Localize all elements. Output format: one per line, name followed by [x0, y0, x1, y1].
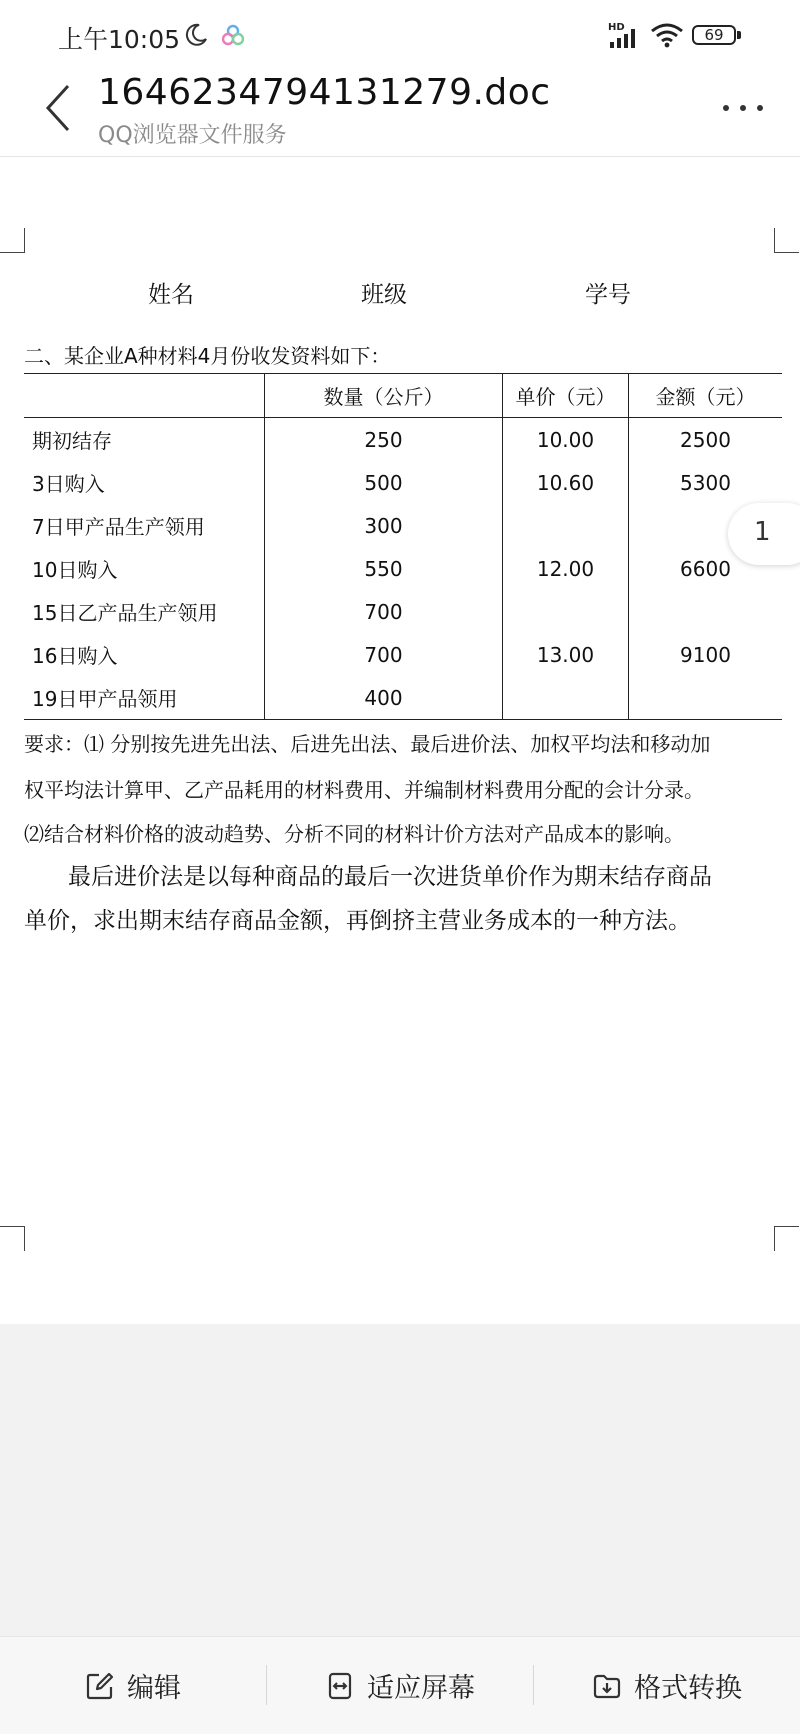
page-number: 1 [754, 517, 771, 547]
back-arrow-icon[interactable] [40, 80, 80, 136]
moon-icon [183, 22, 209, 48]
page-corner-mark [0, 1226, 25, 1251]
table-cell: 400 [265, 676, 503, 720]
status-time: 上午10:05 [58, 25, 181, 54]
student-id-label: 学号 [585, 282, 631, 308]
table-cell: 250 [265, 418, 503, 462]
edit-label: 编辑 [127, 1673, 181, 1704]
battery-icon [692, 25, 742, 47]
table-header-cell [24, 374, 265, 418]
table-header-row [24, 374, 782, 418]
document-subtitle: QQ浏览器文件服务 [98, 123, 287, 148]
network-type-label: HD [608, 22, 625, 33]
fit-screen-label: 适应屏幕 [367, 1673, 475, 1704]
note-text: 最后进价法是以每种商品的最后一次进货单价作为期末结存商品 [68, 864, 712, 890]
table-cell: 19日甲产品领用 [24, 676, 265, 720]
signal-icon [610, 26, 640, 48]
page-corner-mark [774, 1226, 799, 1251]
table-cell: 6600 [629, 547, 783, 590]
requirement-text: 权平均法计算甲、乙产品耗用的材料费用、并编制材料费用分配的会计分录。 [24, 778, 704, 802]
table-row [24, 418, 782, 462]
document-title: 1646234794131279.doc [98, 72, 551, 113]
table-cell [503, 504, 629, 547]
table-cell: 550 [265, 547, 503, 590]
title-bar [0, 70, 800, 157]
fit-screen-icon [325, 1671, 355, 1701]
requirement-text: 要求：⑴ 分别按先进先出法、后进先出法、最后进价法、加权平均法和移动加 [24, 732, 711, 756]
materials-table [24, 373, 782, 720]
table-cell: 12.00 [503, 547, 629, 590]
page-corner-mark [774, 228, 799, 253]
table-cell [503, 590, 629, 633]
table-cell: 15日乙产品生产领用 [32, 601, 218, 625]
page-indicator[interactable] [728, 503, 800, 565]
table-row [24, 590, 782, 633]
table-row [24, 676, 782, 720]
table-cell: 10.60 [503, 461, 629, 504]
requirement-text: ⑵结合材料价格的波动趋势、分析不同的材料计价方法对产品成本的影响。 [24, 822, 684, 846]
note-text: 单价，求出期末结存商品金额，再倒挤主营业务成本的一种方法。 [24, 908, 691, 934]
edit-button[interactable] [0, 1637, 266, 1734]
battery-level: 69 [692, 25, 736, 45]
table-row [24, 633, 782, 676]
edit-icon [85, 1671, 115, 1701]
table-cell [629, 590, 783, 633]
section-heading: 二、某企业A种材料4月份收发资料如下： [24, 344, 391, 368]
table-cell: 5300 [629, 461, 783, 504]
page-corner-mark [0, 228, 25, 253]
table-cell: 500 [265, 461, 503, 504]
name-label: 姓名 [148, 282, 194, 308]
table-row [24, 547, 782, 590]
status-bar [0, 0, 800, 70]
table-cell: 16日购入 [32, 644, 118, 668]
table-cell: 13.00 [503, 633, 629, 676]
fit-screen-button[interactable] [267, 1637, 533, 1734]
document-background [0, 1324, 800, 1636]
table-cell: 300 [265, 504, 503, 547]
table-cell: 10日购入 [32, 558, 118, 582]
table-row [24, 504, 782, 547]
table-cell: 9100 [629, 633, 783, 676]
table-cell: 2500 [629, 418, 783, 462]
table-header-cell: 金额（元） [629, 374, 783, 418]
table-row [24, 461, 782, 504]
more-options-icon[interactable] [720, 100, 766, 116]
folder-download-icon [592, 1671, 622, 1701]
table-cell: 3日购入 [32, 472, 105, 496]
bottom-toolbar [0, 1636, 800, 1734]
wifi-icon [650, 22, 684, 48]
table-cell [503, 676, 629, 720]
class-label: 班级 [361, 282, 407, 308]
table-cell: 700 [265, 633, 503, 676]
table-cell [629, 676, 783, 720]
table-header-cell: 单价（元） [503, 374, 629, 418]
table-header-cell: 数量（公斤） [265, 374, 503, 418]
table-cell: 7日甲产品生产领用 [32, 515, 205, 539]
table-cell: 10.00 [503, 418, 629, 462]
table-cell: 期初结存 [32, 429, 112, 453]
app-notification-icon [222, 24, 244, 46]
format-convert-label: 格式转换 [634, 1673, 742, 1704]
format-convert-button[interactable] [534, 1637, 800, 1734]
table-cell: 700 [265, 590, 503, 633]
battery-tip [737, 31, 741, 39]
